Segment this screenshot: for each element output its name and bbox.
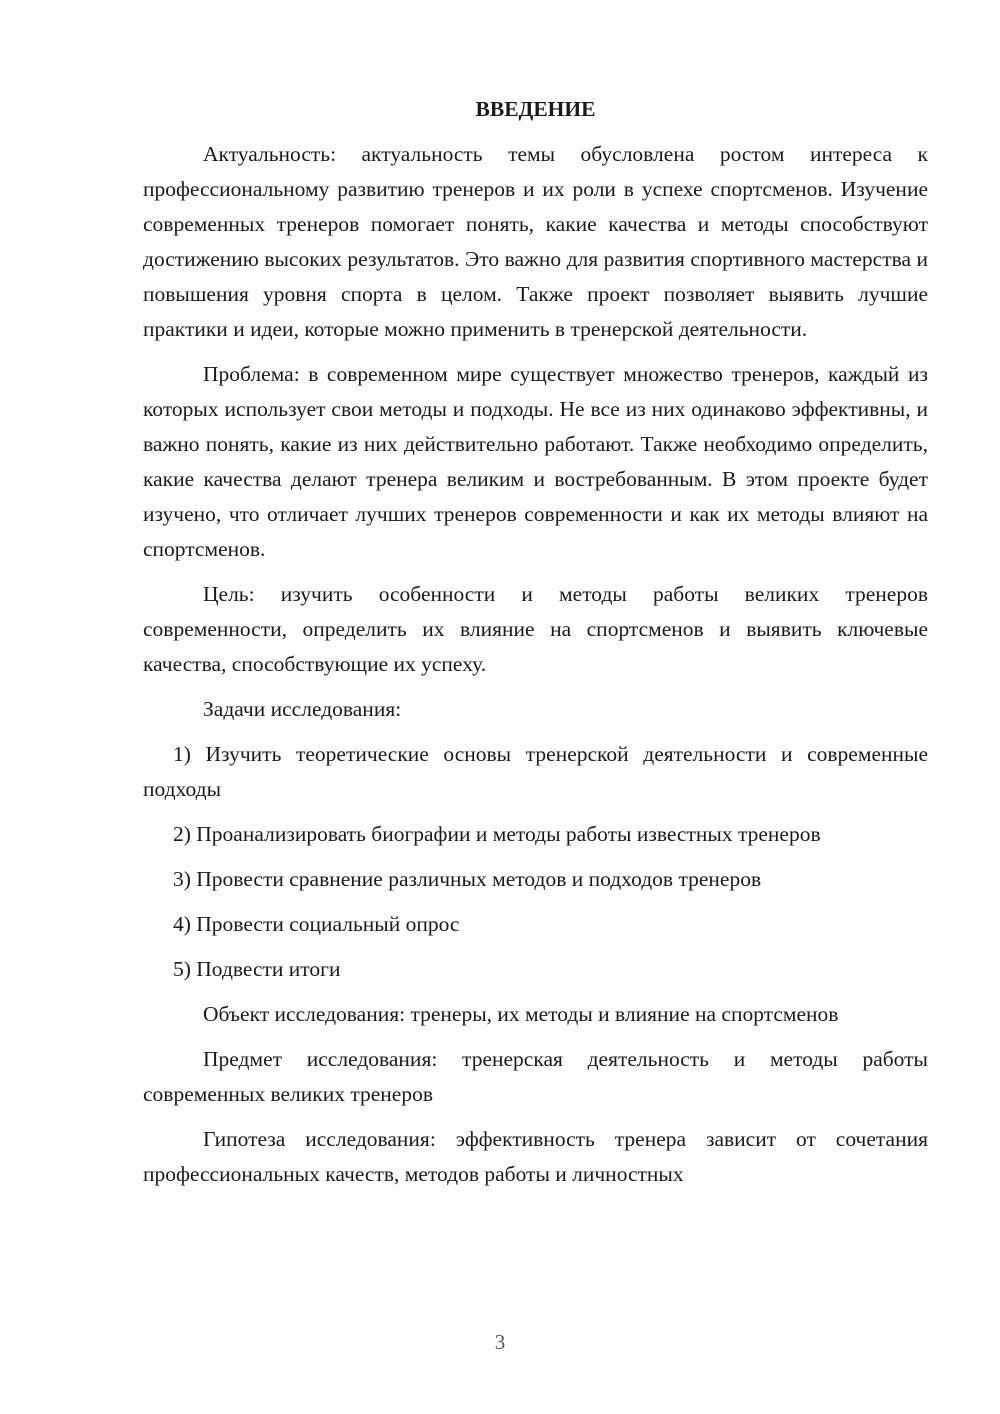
task-item-2: 2) Проанализировать биографии и методы работы известных тренеров [173,822,821,846]
paragraph-subject: Предмет исследования: тренерская деятельность и методы работы современных великих тренеров [143,1047,928,1106]
task-item-1: 1) Изучить теоретические основы тренерской деятельности и современные подходы [143,742,928,801]
paragraph-problem: Проблема: в современном мире существует множество тренеров, каждый из которых использует свои методы и подходы. Не все из них одинаково эффективны, и важно понять, какие из них действительно работают. Также необходимо определить, какие качества делают тренера великим и востребованным. В этом проекте будет изучено, что отличает лучших тренеров современности и как их методы влияют на спортсменов. [143,362,928,561]
paragraph-hypothesis: Гипотеза исследования: эффективность тренера зависит от сочетания профессиональных качеств, методов работы и личностных [143,1127,928,1186]
page-title: ВВЕДЕНИЕ [475,97,596,121]
task-item-3: 3) Провести сравнение различных методов и подходов тренеров [173,867,762,891]
task-item-4: 4) Провести социальный опрос [173,912,460,936]
paragraph-relevance: Актуальность: актуальность темы обусловлена ростом интереса к профессиональному развитию тренеров и их роли в успехе спортсменов. Изучение современных тренеров помогает понять, какие качества и методы способствуют достижению высоких результатов. Это важно для развития спортивного мастерства и повышения уровня спорта в целом. Также проект позволяет выявить лучшие практики и идеи, которые можно применить в тренерской деятельности. [143,142,928,341]
paragraph-tasks-heading: Задачи исследования: [203,697,402,721]
page-number: 3 [494,1330,506,1354]
paragraph-goal: Цель: изучить особенности и методы работы великих тренеров современности, определить их влияние на спортсменов и выявить ключевые качества, способствующие их успеху. [143,582,928,676]
paragraph-object: Объект исследования: тренеры, их методы и влияние на спортсменов [203,1002,839,1026]
task-item-5: 5) Подвести итоги [173,957,341,981]
document-body [143,92,928,1202]
